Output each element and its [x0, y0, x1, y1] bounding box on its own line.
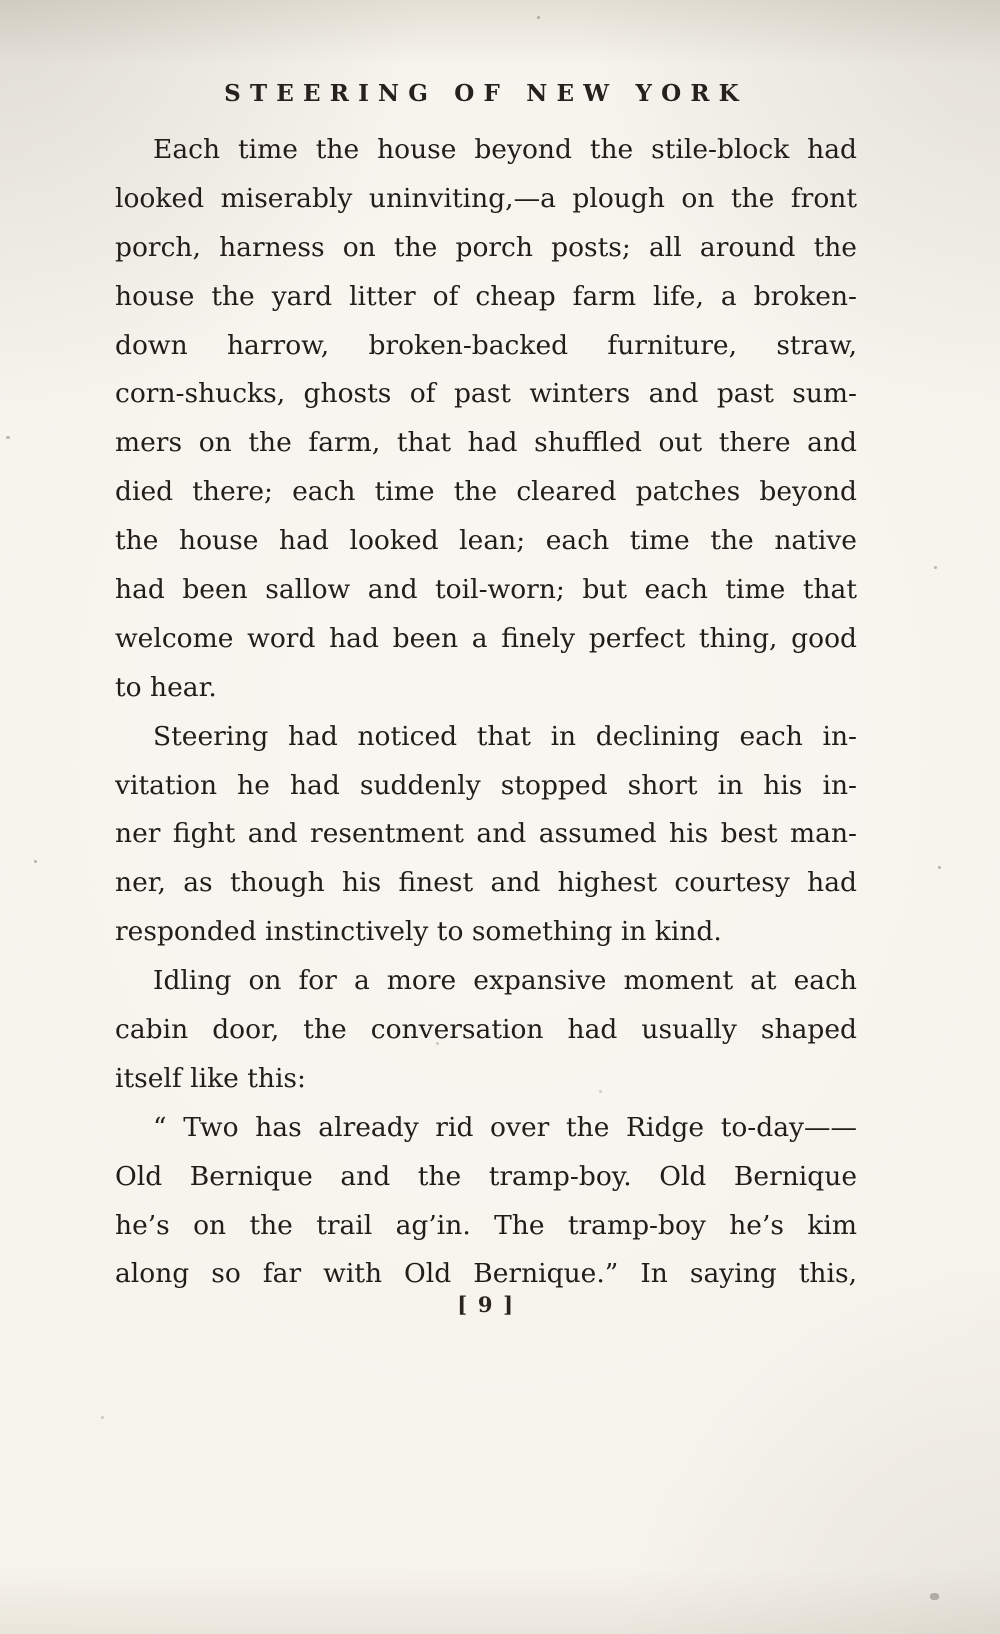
- text-line: down harrow, broken-backed furniture, straw,: [115, 329, 857, 361]
- text-line: corn-shucks, ghosts of past winters and past sum-: [115, 378, 857, 410]
- scan-artifact: [930, 1593, 939, 1600]
- paragraph: [115, 1104, 857, 1300]
- paragraph: [115, 126, 857, 713]
- text-line: to hear.: [115, 671, 217, 703]
- page-body: [115, 126, 857, 1299]
- scan-artifact: [537, 16, 540, 19]
- paragraph: [115, 957, 857, 1104]
- text-line: mers on the farm, that had shuffled out there and: [115, 427, 857, 459]
- text-line: responded instinctively to something in kind.: [115, 916, 722, 948]
- scan-artifact: [436, 1042, 439, 1045]
- scan-artifact: [938, 866, 941, 869]
- scan-artifact: [101, 1416, 104, 1419]
- text-line: Each time the house beyond the stile-block had: [153, 134, 857, 165]
- text-line: “ Two has already rid over the Ridge to-day——: [153, 1111, 857, 1143]
- text-line: Idling on for a more expansive moment at each: [153, 965, 857, 997]
- text-line: house the yard litter of cheap farm life, a broken-: [115, 280, 857, 312]
- text-line: died there; each time the cleared patches beyond: [115, 476, 857, 508]
- scan-artifact: [34, 860, 37, 863]
- page-number: [ 9 ]: [457, 1292, 515, 1317]
- text-line: the house had looked lean; each time the native: [115, 525, 857, 557]
- text-line: along so far with Old Bernique.” In saying this,: [115, 1258, 857, 1290]
- text-line: had been sallow and toil-worn; but each time that: [115, 574, 857, 606]
- paragraph: [115, 713, 857, 957]
- scan-artifact: [599, 1090, 602, 1093]
- text-line: vitation he had suddenly stopped short in his in-: [115, 769, 857, 801]
- text-line: ner fight and resentment and assumed his best man-: [115, 818, 857, 850]
- scan-artifact: [934, 566, 937, 569]
- running-header: STEERING OF NEW YORK: [224, 80, 748, 107]
- text-line: welcome word had been a finely perfect thing, good: [115, 622, 857, 654]
- text-line: porch, harness on the porch posts; all around the: [115, 231, 857, 263]
- text-line: cabin door, the conversation had usually shaped: [115, 1014, 857, 1046]
- text-line: Old Bernique and the tramp-boy. Old Bernique: [115, 1160, 857, 1192]
- text-line: he’s on the trail ag’in. The tramp-boy he’s kim: [115, 1209, 857, 1241]
- scan-artifact: [6, 436, 10, 439]
- text-line: ner, as though his finest and highest courtesy had: [115, 867, 857, 899]
- text-line: Steering had noticed that in declining each in-: [153, 720, 857, 752]
- text-line: itself like this:: [115, 1062, 306, 1094]
- text-line: looked miserably uninviting,—a plough on the front: [115, 182, 857, 214]
